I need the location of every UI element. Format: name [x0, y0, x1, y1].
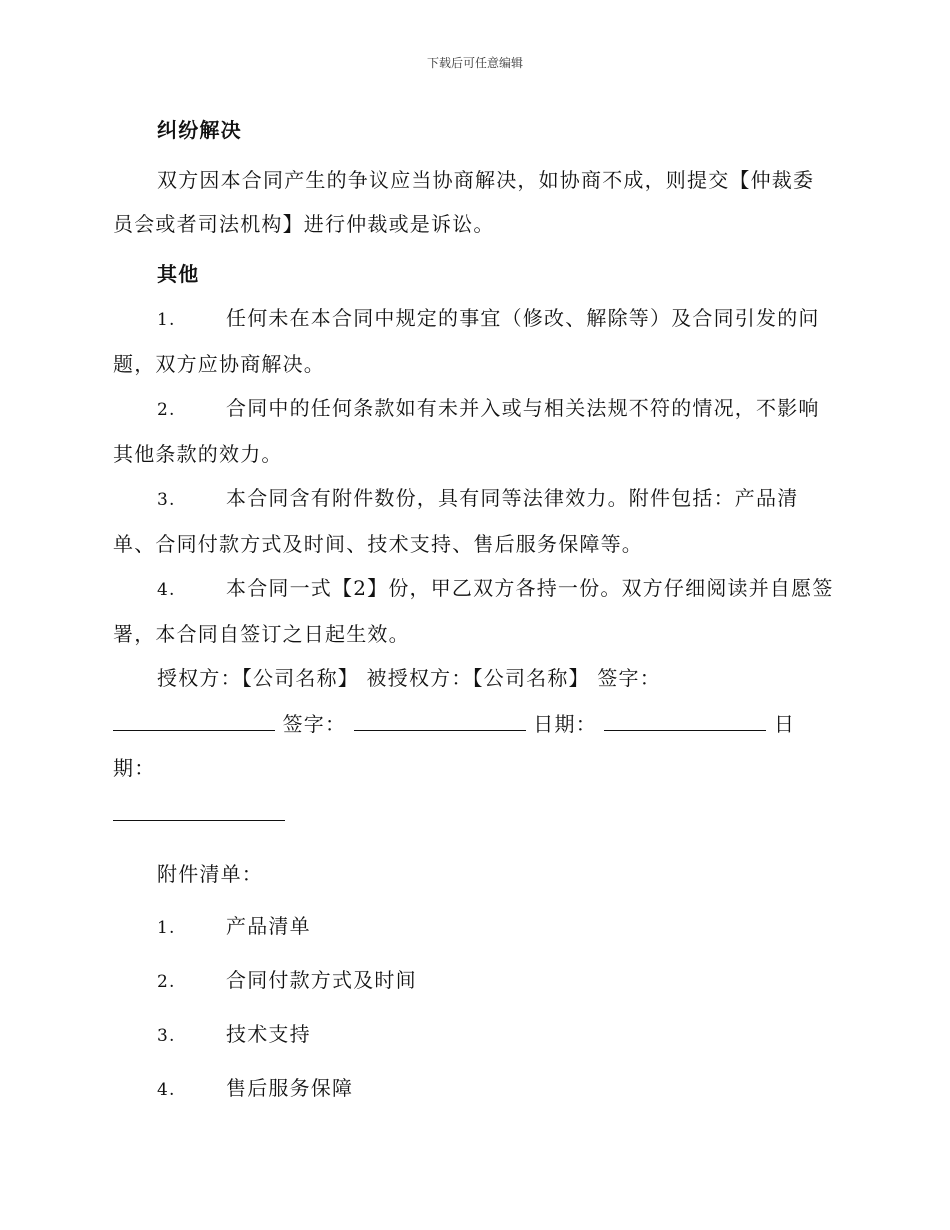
- item-number: 3.: [157, 490, 176, 510]
- item-text: 技术支持: [226, 1022, 311, 1046]
- item-number: 2.: [157, 972, 176, 992]
- date-label-2: 日期：: [113, 712, 796, 780]
- item-text: 本合同一式【2】份，甲乙双方各持一份。双方仔细阅读并自愿签署，本合同自签订之日起生效。: [113, 576, 834, 646]
- item-text: 本合同含有附件数份，具有同等法律效力。附件包括：产品清单、合同付款方式及时间、技术支持、售后服务保障等。: [113, 486, 799, 556]
- signature-parties: 授权方：【公司名称】 被授权方：【公司名称】 签字：: [157, 666, 661, 690]
- date-label: 日期：: [533, 712, 597, 736]
- item-text: 产品清单: [226, 914, 311, 938]
- attachment-item: [113, 958, 835, 1004]
- attachment-item: [113, 1066, 835, 1112]
- list-item: [113, 386, 835, 476]
- dispute-paragraph: 双方因本合同产生的争议应当协商解决，如协商不成，则提交【仲裁委员会或者司法机构】进行仲裁或是诉讼。: [113, 168, 815, 236]
- document-body: [113, 108, 835, 1112]
- signature-block: [113, 656, 835, 836]
- date-blank-1[interactable]: [604, 700, 766, 731]
- item-number: 2.: [157, 400, 176, 420]
- item-text: 合同中的任何条款如有未并入或与相关法规不符的情况，不影响其他条款的效力。: [113, 396, 820, 466]
- section-title-dispute: 纠纷解决: [157, 118, 242, 142]
- item-number: 1.: [157, 918, 176, 938]
- attachment-item: [113, 904, 835, 950]
- sign-label: 签字：: [282, 712, 347, 736]
- attachment-item: [113, 1012, 835, 1058]
- signature-blank-2[interactable]: [354, 700, 526, 731]
- date-blank-2[interactable]: [113, 790, 285, 821]
- item-text: 任何未在本合同中规定的事宜（修改、解除等）及合同引发的问题，双方应协商解决。: [113, 306, 820, 376]
- section-title-other: 其他: [157, 262, 200, 286]
- list-item: [113, 566, 835, 656]
- attachments-title: 附件清单：: [157, 862, 263, 886]
- item-number: 3.: [157, 1026, 176, 1046]
- page-header: 下载后可任意编辑: [426, 56, 523, 70]
- item-number: 1.: [157, 310, 176, 330]
- item-number: 4.: [157, 1080, 176, 1100]
- item-number: 4.: [157, 580, 176, 600]
- list-item: [113, 476, 835, 566]
- signature-blank-1[interactable]: [113, 700, 275, 731]
- item-text: 售后服务保障: [226, 1076, 354, 1100]
- list-item: [113, 296, 835, 386]
- item-text: 合同付款方式及时间: [226, 968, 417, 992]
